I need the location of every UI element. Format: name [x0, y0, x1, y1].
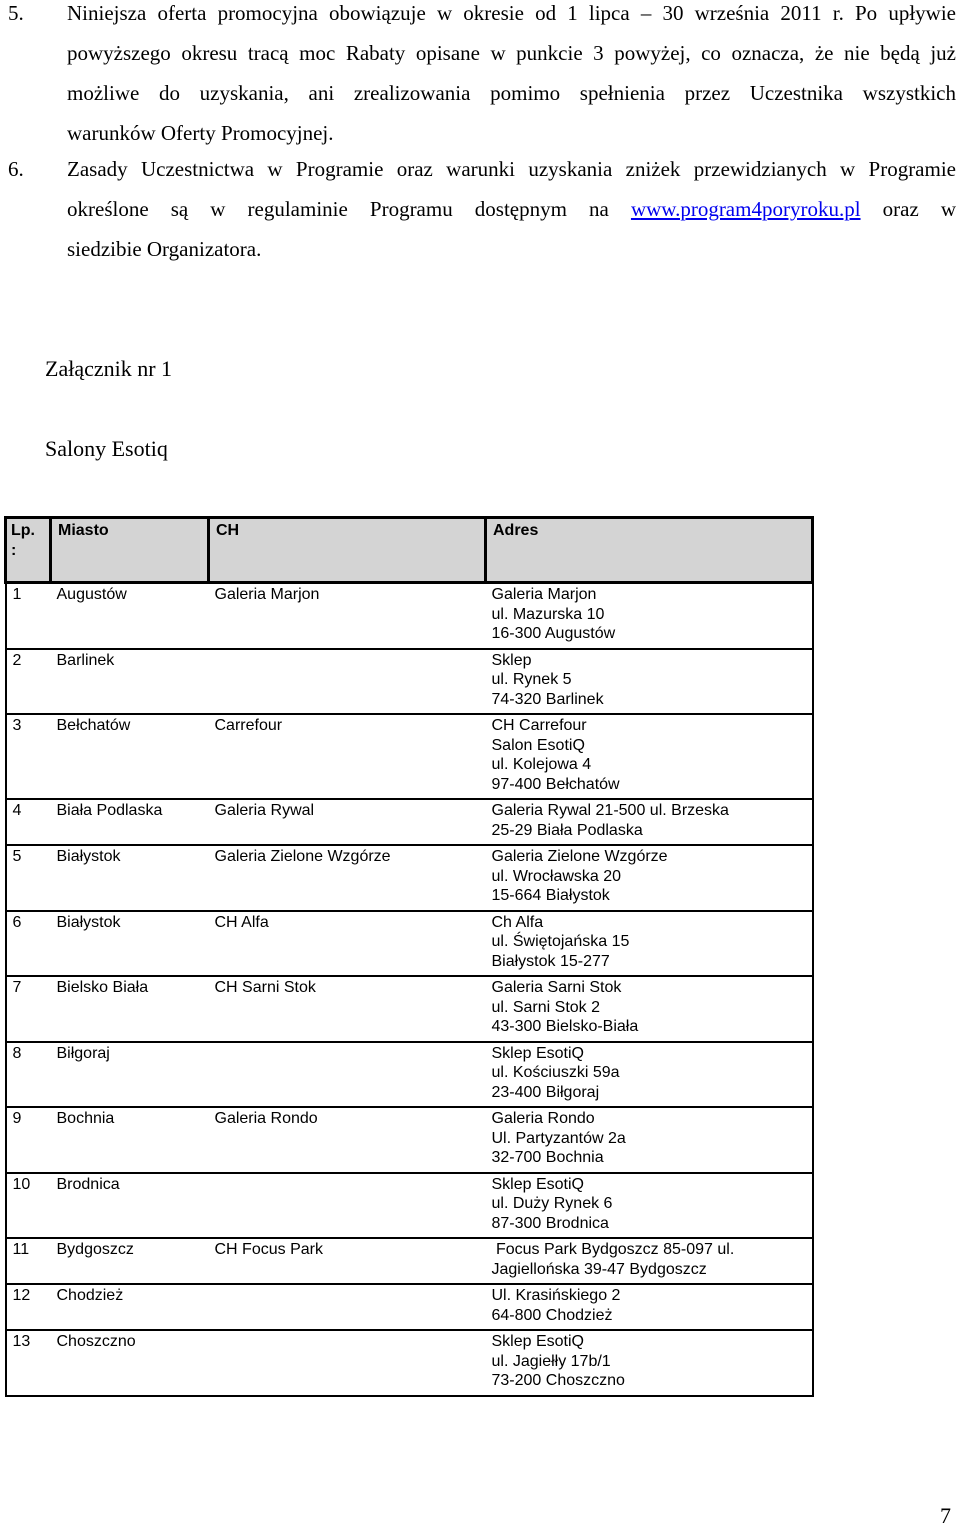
table-row: [6, 583, 813, 649]
cell-adres: [486, 1238, 813, 1284]
cell-miasto: Bełchatów: [51, 714, 209, 799]
program-website-link[interactable]: www.program4poryroku.pl: [630, 197, 861, 221]
cell-adres: [486, 911, 813, 977]
paragraph-line: Niniejsza oferta promocyjna obowiązuje w okresie od 1 lipca – 30 września 2011 r. Po upływie: [67, 1, 956, 25]
cell-lp: 3: [6, 714, 51, 799]
cell-miasto: Augustów: [51, 583, 209, 649]
cell-miasto: Biłgoraj: [51, 1042, 209, 1108]
address-line: Sklep: [491, 651, 532, 669]
address-line: 23-400 Biłgoraj: [491, 1083, 600, 1101]
address-line: Galeria Sarni Stok: [491, 979, 622, 996]
cell-lp: 9: [6, 1107, 51, 1173]
cell-ch: CH Sarni Stok: [209, 976, 486, 1042]
attachment-title: Załącznik nr 1: [45, 356, 173, 381]
table-row: [6, 845, 813, 911]
paragraph-text: określone są w regulaminie Programu dostępnym na: [67, 197, 609, 221]
cell-lp: 1: [6, 583, 51, 649]
address-line: 64-800 Chodzież: [491, 1306, 613, 1324]
address-line: Galeria Zielone Wzgórze: [491, 848, 668, 865]
table-row: [6, 799, 813, 845]
cell-lp: 4: [6, 799, 51, 845]
address-line: ul. Kolejowa 4: [491, 756, 592, 773]
address-line: Ul. Krasińskiego 2: [491, 1287, 621, 1304]
cell-lp: 8: [6, 1042, 51, 1108]
address-line: ul. Kościuszki 59a: [491, 1064, 620, 1081]
table-row: [6, 911, 813, 977]
address-line: Sklep EsotiQ: [491, 1175, 584, 1193]
table-row: [6, 714, 813, 799]
cell-miasto: Bydgoszcz: [51, 1238, 209, 1284]
address-line: ul. Jagiełły 17b/1: [491, 1352, 611, 1370]
cell-lp: 2: [6, 649, 51, 715]
cell-miasto: Bielsko Biała: [51, 976, 209, 1042]
address-line: Białystok 15-277: [491, 952, 610, 970]
page-number: 7: [940, 1503, 951, 1528]
address-line: Ul. Partyzantów 2a: [491, 1129, 626, 1147]
cell-ch: [209, 649, 486, 715]
cell-adres: [486, 1042, 813, 1108]
header-lp-text: Lp. :: [11, 522, 35, 559]
address-line: ul. Wrocławska 20: [491, 867, 622, 885]
cell-adres: [486, 1107, 813, 1173]
table-row: [6, 1173, 813, 1239]
cell-adres: [486, 845, 813, 911]
paragraph-line: możliwe do uzyskania, ani zrealizowania pomimo spełnienia przez Uczestnika wszystkich: [67, 81, 956, 105]
cell-lp: 11: [6, 1238, 51, 1284]
cell-ch: Galeria Rondo: [209, 1107, 486, 1173]
address-line: Jagiellońska 39-47 Bydgoszcz: [491, 1260, 707, 1278]
cell-adres: [486, 976, 813, 1042]
cell-ch: Carrefour: [209, 714, 486, 799]
address-line: Galeria Marjon: [491, 586, 597, 603]
salony-table: [4, 516, 814, 1397]
section-title: Salony Esotiq: [45, 436, 168, 461]
address-line: 15-664 Białystok: [491, 887, 610, 904]
cell-miasto: Białystok: [51, 911, 209, 977]
cell-lp: 7: [6, 976, 51, 1042]
paragraph-text: oraz w: [882, 197, 956, 221]
table-row: [6, 1330, 813, 1396]
cell-adres: [486, 1173, 813, 1239]
cell-ch: Galeria Zielone Wzgórze: [209, 845, 486, 911]
address-line: CH Carrefour: [491, 717, 587, 734]
address-line: Galeria Rywal 21-500 ul. Brzeska: [491, 802, 729, 819]
table-header-row: [6, 518, 813, 583]
table-row: [6, 1042, 813, 1108]
cell-adres: [486, 583, 813, 649]
cell-ch: Galeria Rywal: [209, 799, 486, 845]
cell-miasto: Białystok: [51, 845, 209, 911]
table-row: [6, 1238, 813, 1284]
cell-ch: [209, 1284, 486, 1330]
address-line: 43-300 Bielsko-Biała: [491, 1018, 639, 1035]
address-line: 32-700 Bochnia: [491, 1149, 604, 1166]
paragraph-number: 6.: [8, 157, 24, 181]
header-ch-text: CH: [216, 522, 240, 539]
header-ch: [209, 518, 486, 583]
table-row: [6, 1107, 813, 1173]
address-line: ul. Świętojańska 15: [491, 933, 630, 950]
cell-ch: CH Focus Park: [209, 1238, 486, 1284]
header-miasto: [51, 518, 209, 583]
cell-miasto: Barlinek: [51, 649, 209, 715]
cell-lp: 5: [6, 845, 51, 911]
paragraph-6: [8, 149, 956, 269]
address-line: ul. Rynek 5: [491, 671, 572, 688]
address-line: 73-200 Choszczno: [491, 1372, 625, 1389]
address-line: Sklep EsotiQ: [491, 1044, 584, 1062]
cell-adres: [486, 1330, 813, 1396]
address-line: Sklep EsotiQ: [491, 1333, 584, 1350]
cell-ch: [209, 1173, 486, 1239]
cell-ch: Galeria Marjon: [209, 583, 486, 649]
address-line: Focus Park Bydgoszcz 85-097 ul.: [491, 1241, 735, 1258]
header-miasto-text: Miasto: [58, 522, 109, 539]
paragraph-5: [8, 0, 956, 153]
cell-adres: [486, 714, 813, 799]
header-adres: [486, 518, 813, 583]
address-line: ul. Mazurska 10: [491, 605, 605, 623]
cell-miasto: Chodzież: [51, 1284, 209, 1330]
address-line: Ch Alfa: [491, 913, 544, 931]
cell-miasto: Choszczno: [51, 1330, 209, 1396]
cell-ch: CH Alfa: [209, 911, 486, 977]
address-line: Salon EsotiQ: [491, 736, 585, 754]
cell-lp: 12: [6, 1284, 51, 1330]
cell-lp: 10: [6, 1173, 51, 1239]
paragraph-line: warunków Oferty Promocyjnej.: [67, 121, 334, 145]
cell-ch: [209, 1042, 486, 1108]
address-line: 87-300 Brodnica: [491, 1214, 609, 1232]
address-line: ul. Duży Rynek 6: [491, 1195, 613, 1212]
address-line: 25-29 Biała Podlaska: [491, 821, 643, 839]
cell-lp: 6: [6, 911, 51, 977]
cell-miasto: Brodnica: [51, 1173, 209, 1239]
address-line: 16-300 Augustów: [491, 625, 616, 642]
paragraph-line: siedzibie Organizatora.: [67, 237, 262, 261]
cell-lp: 13: [6, 1330, 51, 1396]
table-row: [6, 976, 813, 1042]
table-row: [6, 649, 813, 715]
paragraph-line: [67, 189, 956, 229]
cell-adres: [486, 799, 813, 845]
address-line: 97-400 Bełchatów: [491, 775, 620, 793]
header-adres-text: Adres: [493, 522, 539, 539]
paragraph-line: Zasady Uczestnictwa w Programie oraz warunki uzyskania zniżek przewidzianych w Programie: [67, 157, 956, 181]
table-row: [6, 1284, 813, 1330]
address-line: ul. Sarni Stok 2: [491, 998, 600, 1016]
paragraph-line: powyższego okresu tracą moc Rabaty opisane w punkcie 3 powyżej, co oznacza, że nie będą już: [67, 41, 956, 65]
cell-adres: [486, 1284, 813, 1330]
address-line: 74-320 Barlinek: [491, 690, 604, 708]
paragraph-number: 5.: [8, 1, 24, 25]
header-lp: [6, 518, 51, 583]
cell-ch: [209, 1330, 486, 1396]
cell-miasto: Bochnia: [51, 1107, 209, 1173]
cell-adres: [486, 649, 813, 715]
address-line: Galeria Rondo: [491, 1110, 595, 1127]
cell-miasto: Biała Podlaska: [51, 799, 209, 845]
